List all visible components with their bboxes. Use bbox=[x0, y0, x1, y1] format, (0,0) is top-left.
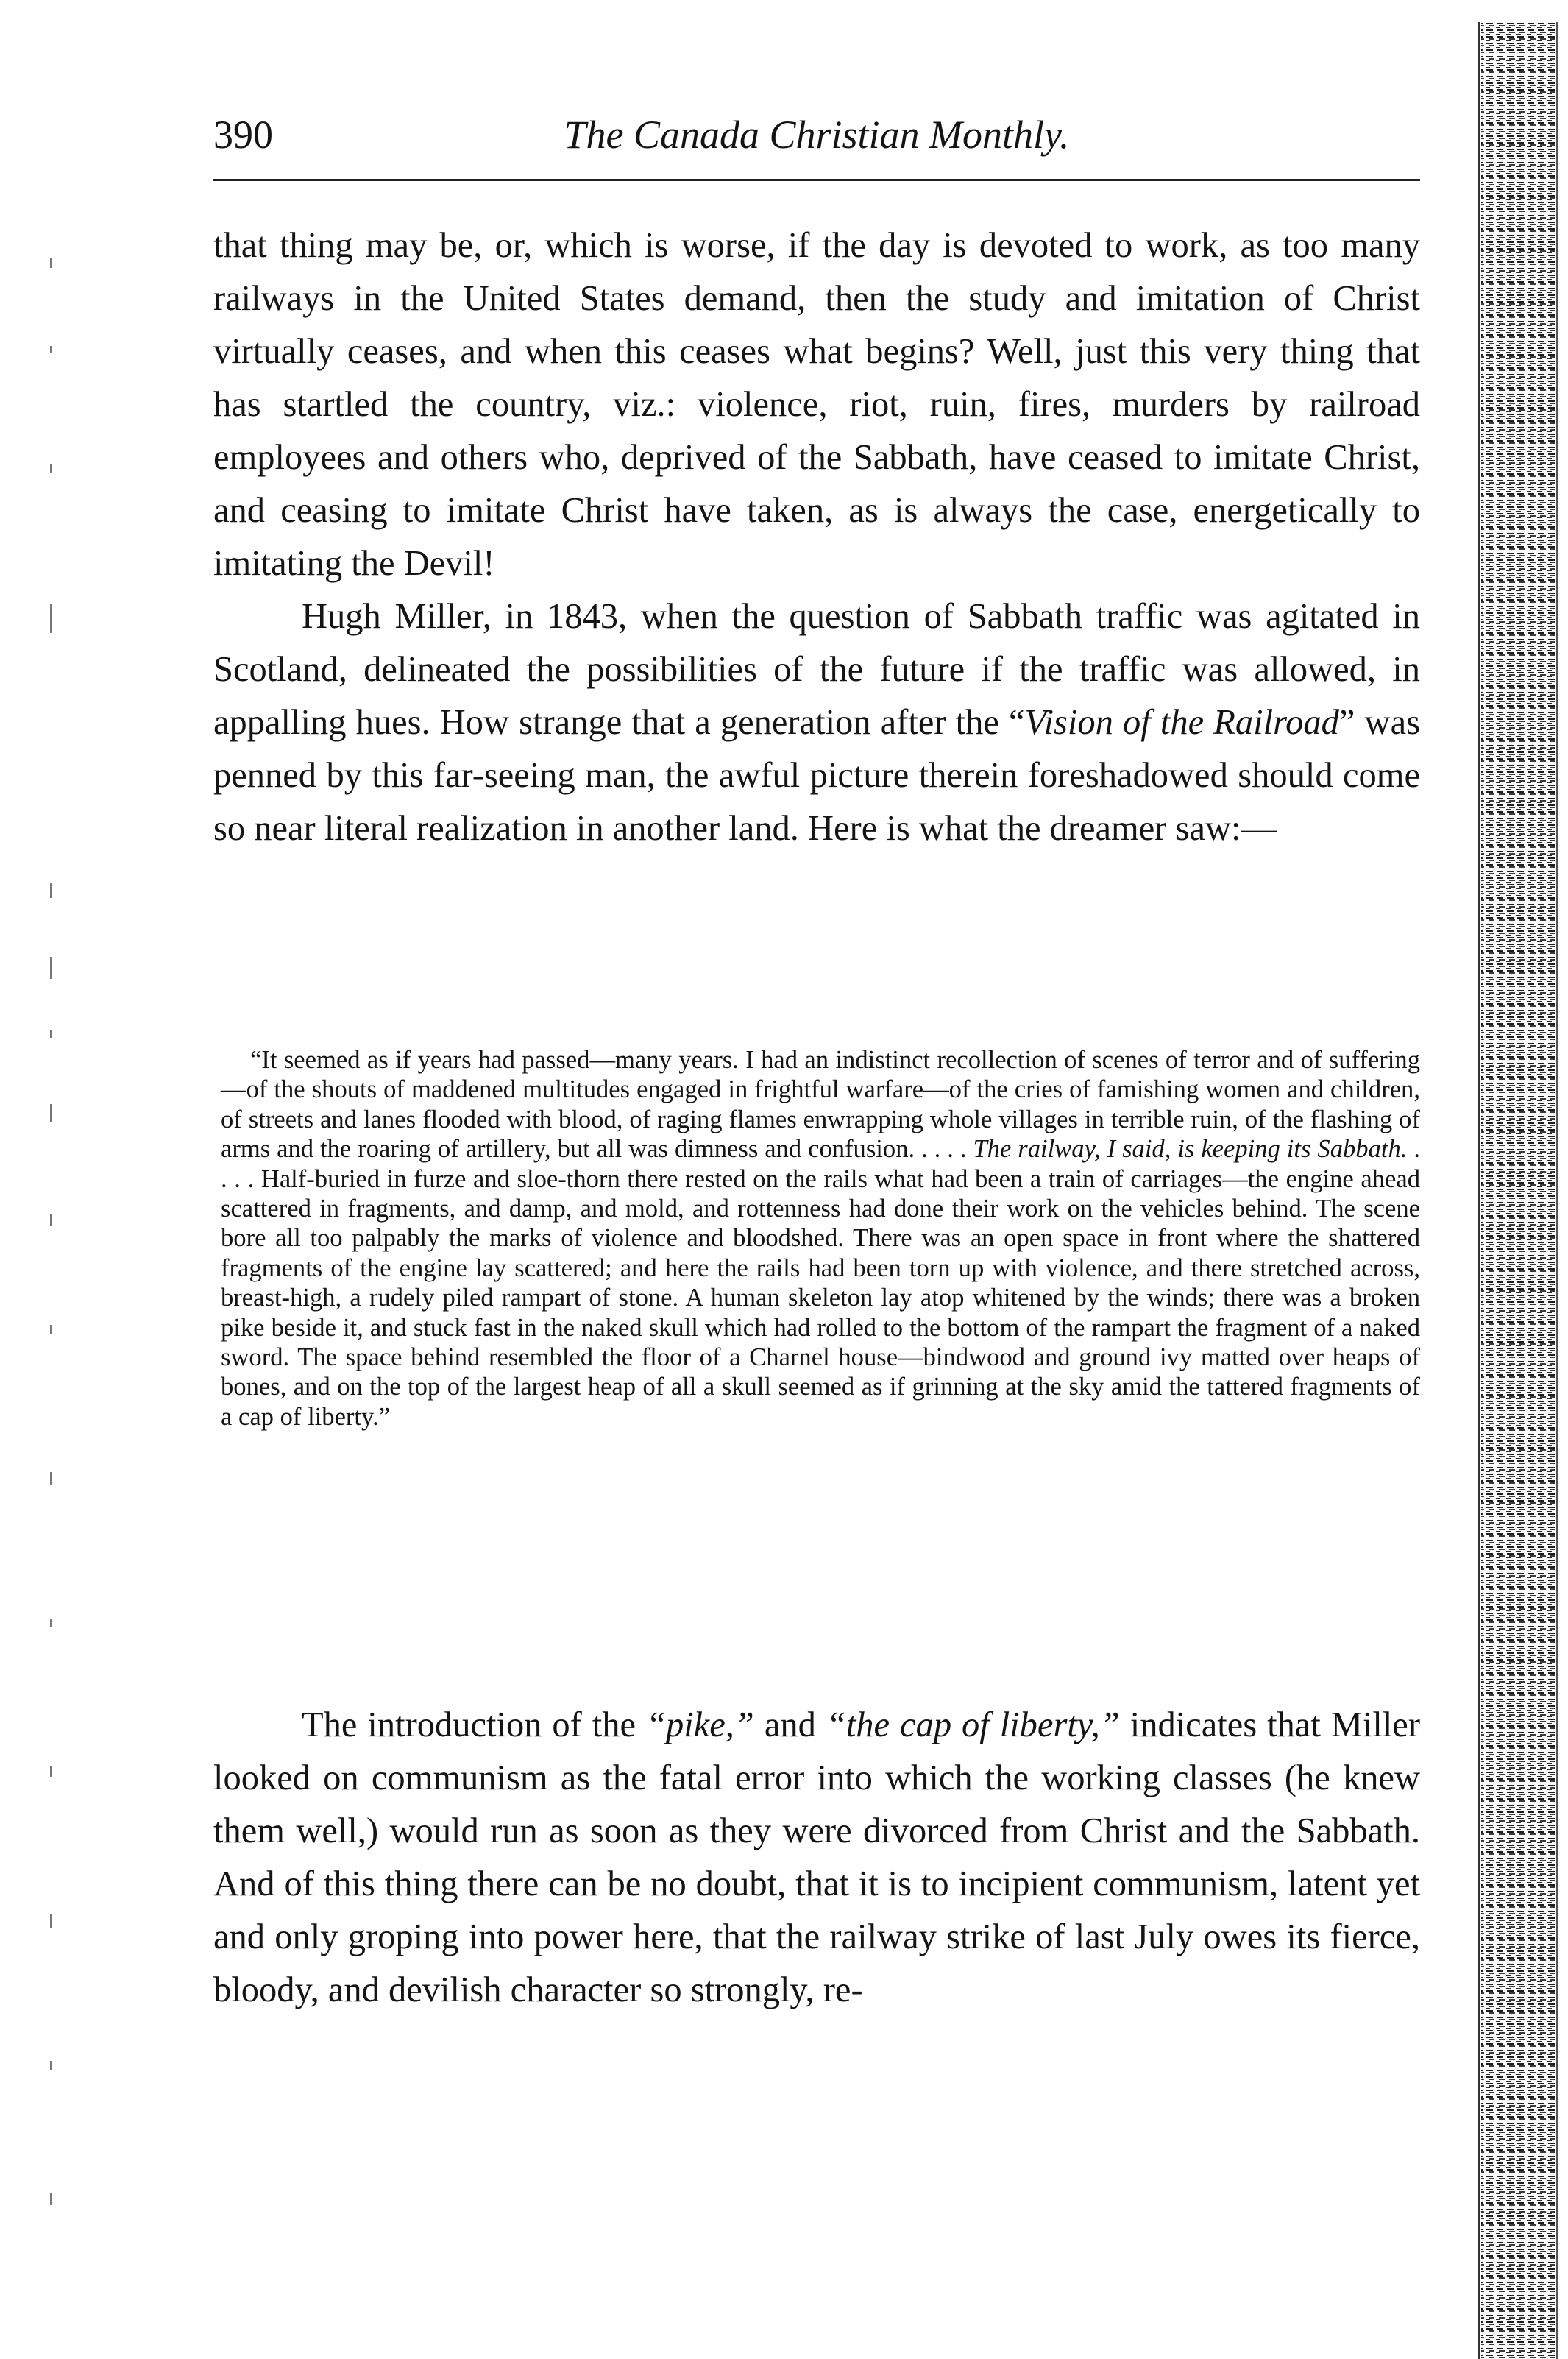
vision-title: Vision of the Railroad bbox=[1024, 703, 1339, 742]
header-rule bbox=[213, 179, 1420, 181]
paragraph-3 bbox=[213, 1699, 1420, 2017]
quote-text-b: . . . . Half-buried in furze and sloe-thorn there rested on the rails what had been a train of carriages—the engine ahead scattered in fragments, and damp, and mold, and rottenness had done their work on the vehicles behind. The scene bore all too palpably the marks of violence and bloodshed. There was an open space in front where the shattered fragments of the engine lay scattered; and here the rails had been torn up with violence, and there stretched across, breast-high, a rudely piled rampart of stone. A human skeleton lay atop whitened by the winds; there was a broken pike beside it, and stuck fast in the naked skull which had rolled to the bottom of the rampart the fragment of a naked sword. The space behind resembled the floor of a Charnel house—bindwood and ground ivy matted over heaps of bones, and on the top of the largest heap of all a skull seemed as if grinning at the sky amid the tattered fragments of a cap of liberty.” bbox=[221, 1135, 1420, 1431]
paragraph-3-text-a: The introduction of the bbox=[302, 1705, 647, 1744]
page-number: 390 bbox=[213, 113, 273, 157]
paragraph-1: that thing may be, or, which is worse, if the day is devoted to work, as too many railways in the United States demand, then the study and imitation of Christ virtually ceases, and when this ceases what begins? Well, just this very thing that has startled the country, viz.: violence, riot, ruin, fires, murders by railroad employees and others who, deprived of the Sabbath, have ceased to imitate Christ, and ceasing to imitate Christ have taken, as is always the case, energetically to imitating the Devil! bbox=[213, 226, 1420, 583]
quote-italic: The railway, I said, is keeping its Sabbath. bbox=[973, 1135, 1408, 1164]
paragraph-2-text-a: Hugh Miller, in 1843, when the question of Sabbath traffic was agitated in Scotland, delineated the possibilities of the future if the traffic was allowed, in appalling hues. How strange that a generation after the “ bbox=[213, 597, 1420, 742]
main-text-top bbox=[213, 219, 1420, 855]
paragraph-2 bbox=[213, 590, 1420, 855]
main-text-bottom bbox=[213, 1699, 1420, 2017]
binding-edge bbox=[1465, 22, 1568, 2359]
page-header bbox=[213, 102, 1420, 168]
quote-text-a: “It seemed as if years had passed—many years. I had an indistinct recollection of scenes of terror and of suffering—of the shouts of maddened multitudes engaged in frightful warfare—of the cries of famishing women and children, of streets and lanes flooded with blood, of raging flames enwrapping whole villages in terrible ruin, of the flashing of arms and the roaring of artillery, but all was dimness and confusion. . . . . bbox=[221, 1046, 1420, 1164]
paragraph-3-text-b: and bbox=[753, 1705, 826, 1744]
running-title: The Canada Christian Monthly. bbox=[564, 113, 1070, 157]
paragraph-2-text-b: ” was penned by this far-seeing man, the awful picture therein foreshadowed should come so near literal realization in another land. Here is what the dreamer saw:— bbox=[213, 703, 1420, 848]
quote-paragraph bbox=[221, 1045, 1420, 1432]
block-quote bbox=[221, 1045, 1420, 1432]
paragraph-3-text-c: indicates that Miller looked on communism as the fatal error into which the working classes (he knew them well,) would run as soon as they were divorced from Christ and the Sabbath. And of this thing there can be no doubt, that it is to incipient communism, latent yet and only groping into power here, that the railway strike of last July owes its fierce, bloody, and devilish character so strongly, re- bbox=[213, 1705, 1420, 2009]
pike-term: “pike,” bbox=[646, 1705, 754, 1744]
gutter-marks bbox=[44, 221, 59, 2282]
cap-of-liberty-term: “the cap of liberty,” bbox=[826, 1705, 1120, 1744]
